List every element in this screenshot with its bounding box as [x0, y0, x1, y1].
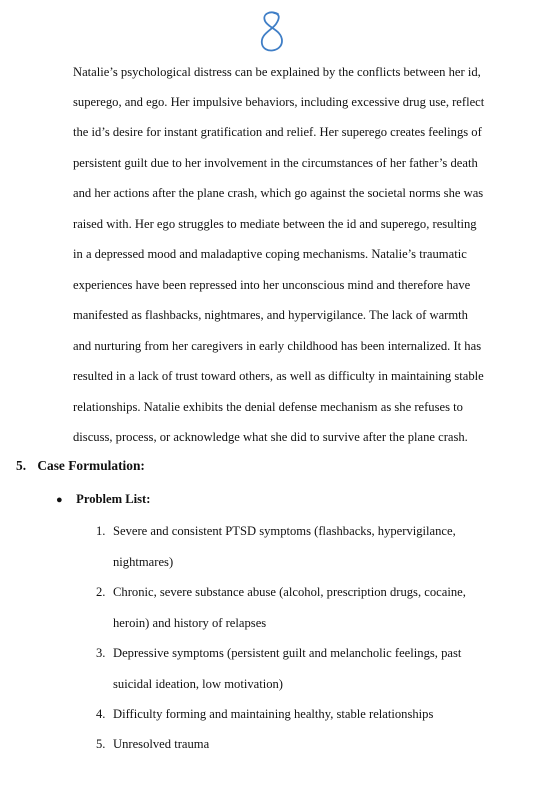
paragraph-line: resulted in a lack of trust toward others, as well as difficulty in maintaining stable: [73, 369, 484, 383]
paragraph-line: persistent guilt due to her involvement in the circumstances of her father’s death: [73, 156, 478, 170]
paragraph-line: in a depressed mood and maladaptive coping mechanisms. Natalie’s traumatic: [73, 247, 467, 261]
paragraph-line: and nurturing from her caregivers in early childhood has been internalized. It has: [73, 339, 482, 353]
list-item-number: 5.: [96, 737, 106, 751]
list-item: [96, 707, 433, 722]
list-item-number: 4.: [96, 707, 106, 721]
section-title: Case Formulation:: [37, 458, 145, 473]
list-item-text: Severe and consistent PTSD symptoms (flashbacks, hypervigilance,: [113, 524, 456, 538]
list-item-text: Chronic, severe substance abuse (alcohol, prescription drugs, cocaine,: [113, 585, 466, 599]
list-item-continuation: nightmares): [113, 555, 174, 569]
paragraph-line: raised with. Her ego struggles to mediate between the id and superego, resulting: [73, 217, 477, 231]
list-item-number: 1.: [96, 524, 106, 538]
list-item: [96, 585, 466, 600]
list-item-number: 3.: [96, 646, 106, 660]
list-item: [96, 524, 456, 539]
section-number: 5.: [16, 458, 27, 473]
problem-list-bullet: [56, 492, 150, 507]
paragraph-line: the id’s desire for instant gratification and relief. Her superego creates feelings of: [73, 125, 482, 139]
list-item-text: Depressive symptoms (persistent guilt and melancholic feelings, past: [113, 646, 462, 660]
paragraph-line: and her actions after the plane crash, which go against the societal norms she was: [73, 186, 484, 200]
list-item-text: Unresolved trauma: [113, 737, 210, 751]
list-item-continuation: suicidal ideation, low motivation): [113, 677, 283, 691]
section-heading: [16, 458, 145, 474]
paragraph-line: discuss, process, or acknowledge what she did to survive after the plane crash.: [73, 430, 468, 444]
bullet-label: Problem List:: [76, 492, 151, 506]
paragraph-line: Natalie’s psychological distress can be explained by the conflicts between her id,: [73, 65, 481, 79]
paragraph-line: experiences have been repressed into her unconscious mind and therefore have: [73, 278, 471, 292]
paragraph-line: superego, and ego. Her impulsive behaviors, including excessive drug use, reflect: [73, 95, 485, 109]
bullet-icon: ●: [56, 494, 63, 506]
list-item-number: 2.: [96, 585, 106, 599]
list-item: [96, 646, 461, 661]
list-item-text: Difficulty forming and maintaining healthy, stable relationships: [113, 707, 434, 721]
handwritten-page-number: [252, 8, 292, 58]
list-item-continuation: heroin) and history of relapses: [113, 616, 267, 630]
paragraph-line: manifested as flashbacks, nightmares, and hypervigilance. The lack of warmth: [73, 308, 468, 322]
list-item: [96, 737, 209, 752]
paragraph-line: relationships. Natalie exhibits the denial defense mechanism as she refuses to: [73, 400, 463, 414]
